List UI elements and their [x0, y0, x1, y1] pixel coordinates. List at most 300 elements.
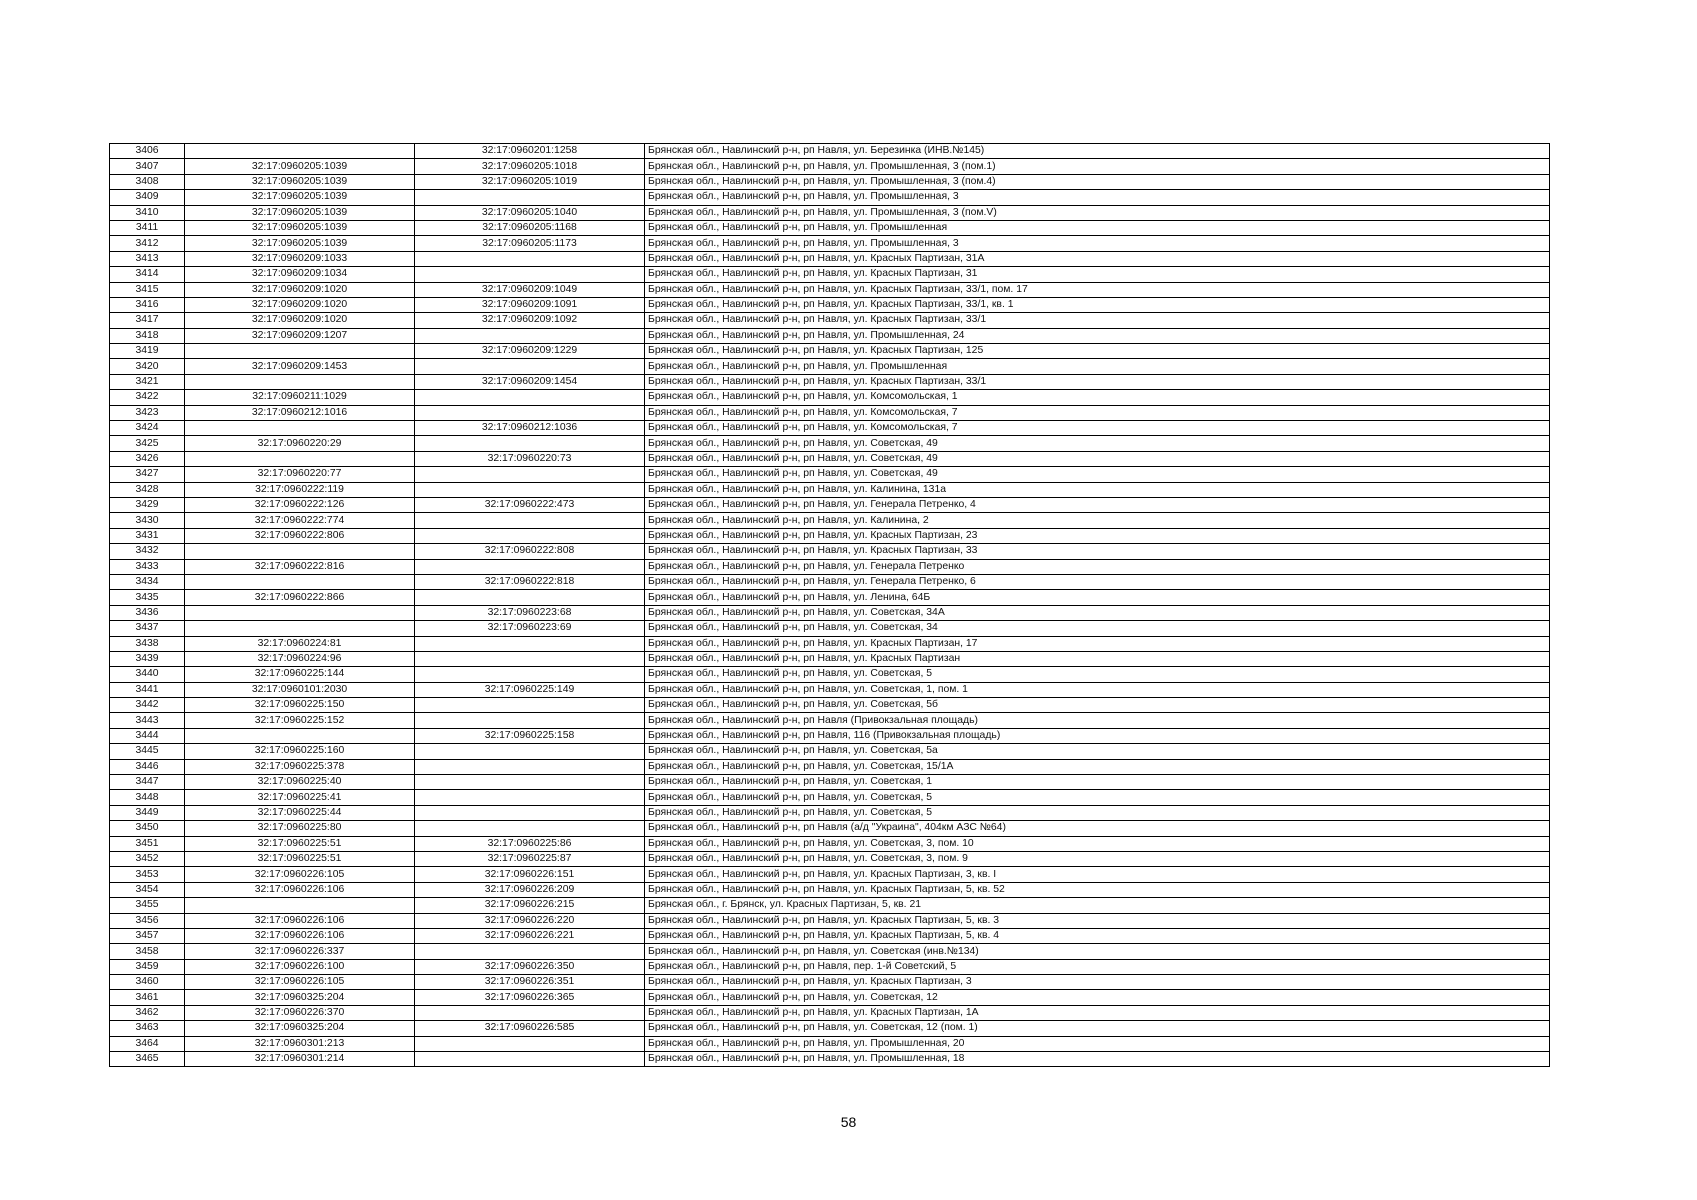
parent-cadastral-number-cell: 32:17:0960209:1034 — [185, 267, 415, 282]
table-row — [110, 297, 1550, 312]
parent-cadastral-number-cell: 32:17:0960226:370 — [185, 1005, 415, 1020]
address-cell: Брянская обл., Навлинский р-н, рп Навля, ул. Советская, 15/1А — [645, 759, 1550, 774]
parent-cadastral-number-cell: 32:17:0960222:119 — [185, 482, 415, 497]
address-cell: Брянская обл., Навлинский р-н, рп Навля, ул. Советская, 3, пом. 10 — [645, 836, 1550, 851]
address-cell: Брянская обл., Навлинский р-н, рп Навля, ул. Комсомольская, 1 — [645, 390, 1550, 405]
row-number-cell: 3449 — [110, 805, 185, 820]
parent-cadastral-number-cell: 32:17:0960220:77 — [185, 467, 415, 482]
row-number-cell: 3422 — [110, 390, 185, 405]
address-cell: Брянская обл., Навлинский р-н, рп Навля, ул. Красных Партизан — [645, 651, 1550, 666]
address-cell: Брянская обл., Навлинский р-н, рп Навля, ул. Советская, 49 — [645, 467, 1550, 482]
address-cell: Брянская обл., Навлинский р-н, рп Навля, ул. Красных Партизан, 17 — [645, 636, 1550, 651]
table-row — [110, 544, 1550, 559]
cadastral-number-cell: 32:17:0960223:69 — [415, 621, 645, 636]
address-cell: Брянская обл., Навлинский р-н, рп Навля, ул. Красных Партизан, 33/1 — [645, 313, 1550, 328]
parent-cadastral-number-cell — [185, 898, 415, 913]
cadastral-number-cell: 32:17:0960205:1168 — [415, 220, 645, 235]
table-row — [110, 836, 1550, 851]
row-number-cell: 3462 — [110, 1005, 185, 1020]
address-cell: Брянская обл., Навлинский р-н, рп Навля, ул. Красных Партизан, 5, кв. 3 — [645, 913, 1550, 928]
table-row — [110, 975, 1550, 990]
row-number-cell: 3432 — [110, 544, 185, 559]
row-number-cell: 3453 — [110, 867, 185, 882]
address-cell: Брянская обл., Навлинский р-н, рп Навля, ул. Красных Партизан, 33 — [645, 544, 1550, 559]
address-cell: Брянская обл., Навлинский р-н, рп Навля, ул. Советская, 12 — [645, 990, 1550, 1005]
cadastral-number-cell — [415, 713, 645, 728]
cadastral-number-cell — [415, 1005, 645, 1020]
cadastral-number-cell — [415, 528, 645, 543]
table-row — [110, 390, 1550, 405]
table-row — [110, 1005, 1550, 1020]
parent-cadastral-number-cell: 32:17:0960225:378 — [185, 759, 415, 774]
row-number-cell: 3443 — [110, 713, 185, 728]
address-cell: Брянская обл., Навлинский р-н, рп Навля, ул. Советская, 34 — [645, 621, 1550, 636]
cadastral-number-cell: 32:17:0960220:73 — [415, 451, 645, 466]
address-cell: Брянская обл., Навлинский р-н, рп Навля, ул. Красных Партизан, 31А — [645, 251, 1550, 266]
address-cell: Брянская обл., Навлинский р-н, рп Навля, ул. Генерала Петренко — [645, 559, 1550, 574]
row-number-cell: 3426 — [110, 451, 185, 466]
cadastral-number-cell: 32:17:0960225:149 — [415, 682, 645, 697]
address-cell: Брянская обл., Навлинский р-н, рп Навля, ул. Промышленная, 24 — [645, 328, 1550, 343]
table-row — [110, 1021, 1550, 1036]
row-number-cell: 3433 — [110, 559, 185, 574]
address-cell: Брянская обл., Навлинский р-н, рп Навля, ул. Советская, 12 (пом. 1) — [645, 1021, 1550, 1036]
parent-cadastral-number-cell: 32:17:0960209:1020 — [185, 282, 415, 297]
address-cell: Брянская обл., Навлинский р-н, рп Навля, ул. Промышленная, 3 — [645, 190, 1550, 205]
table-row — [110, 528, 1550, 543]
address-cell: Брянская обл., Навлинский р-н, рп Навля, ул. Советская, 5 — [645, 667, 1550, 682]
cadastral-number-cell: 32:17:0960226:209 — [415, 882, 645, 897]
row-number-cell: 3437 — [110, 621, 185, 636]
cadastral-number-cell — [415, 590, 645, 605]
address-cell: Брянская обл., Навлинский р-н, рп Навля, ул. Красных Партизан, 3, кв. I — [645, 867, 1550, 882]
cadastral-number-cell: 32:17:0960225:86 — [415, 836, 645, 851]
parent-cadastral-number-cell: 32:17:0960211:1029 — [185, 390, 415, 405]
table-row — [110, 682, 1550, 697]
table-row — [110, 190, 1550, 205]
table-row — [110, 867, 1550, 882]
address-cell: Брянская обл., Навлинский р-н, рп Навля, ул. Красных Партизан, 5, кв. 52 — [645, 882, 1550, 897]
row-number-cell: 3424 — [110, 421, 185, 436]
cadastral-number-cell: 32:17:0960205:1019 — [415, 174, 645, 189]
parent-cadastral-number-cell: 32:17:0960212:1016 — [185, 405, 415, 420]
address-cell: Брянская обл., Навлинский р-н, рп Навля, ул. Промышленная — [645, 359, 1550, 374]
row-number-cell: 3435 — [110, 590, 185, 605]
cadastral-number-cell — [415, 667, 645, 682]
cadastral-number-cell: 32:17:0960205:1040 — [415, 205, 645, 220]
address-cell: Брянская обл., Навлинский р-н, рп Навля, ул. Ленина, 64Б — [645, 590, 1550, 605]
parent-cadastral-number-cell: 32:17:0960226:337 — [185, 944, 415, 959]
row-number-cell: 3438 — [110, 636, 185, 651]
row-number-cell: 3416 — [110, 297, 185, 312]
table-row — [110, 605, 1550, 620]
table-row — [110, 913, 1550, 928]
cadastral-number-cell: 32:17:0960226:215 — [415, 898, 645, 913]
cadastral-number-cell: 32:17:0960222:473 — [415, 497, 645, 512]
cadastral-number-cell — [415, 467, 645, 482]
parent-cadastral-number-cell: 32:17:0960205:1039 — [185, 220, 415, 235]
address-cell: Брянская обл., Навлинский р-н, рп Навля, ул. Советская, 3, пом. 9 — [645, 851, 1550, 866]
table-row — [110, 159, 1550, 174]
row-number-cell: 3445 — [110, 744, 185, 759]
cadastral-number-cell — [415, 759, 645, 774]
table-row — [110, 344, 1550, 359]
parent-cadastral-number-cell: 32:17:0960226:106 — [185, 913, 415, 928]
cadastral-number-cell — [415, 482, 645, 497]
row-number-cell: 3419 — [110, 344, 185, 359]
parent-cadastral-number-cell — [185, 621, 415, 636]
row-number-cell: 3409 — [110, 190, 185, 205]
table-row — [110, 882, 1550, 897]
table-row — [110, 821, 1550, 836]
row-number-cell: 3465 — [110, 1052, 185, 1067]
address-cell: Брянская обл., Навлинский р-н, рп Навля, ул. Генерала Петренко, 6 — [645, 574, 1550, 589]
cadastral-number-cell: 32:17:0960209:1092 — [415, 313, 645, 328]
table-row — [110, 467, 1550, 482]
address-cell: Брянская обл., Навлинский р-н, рп Навля, ул. Советская, 1 — [645, 775, 1550, 790]
cadastral-number-cell: 32:17:0960205:1173 — [415, 236, 645, 251]
address-cell: Брянская обл., Навлинский р-н, рп Навля, ул. Советская, 5 — [645, 805, 1550, 820]
row-number-cell: 3421 — [110, 374, 185, 389]
address-cell: Брянская обл., Навлинский р-н, рп Навля, 116 (Привокзальная площадь) — [645, 728, 1550, 743]
table-row — [110, 944, 1550, 959]
parent-cadastral-number-cell: 32:17:0960225:144 — [185, 667, 415, 682]
row-number-cell: 3444 — [110, 728, 185, 743]
row-number-cell: 3406 — [110, 144, 185, 159]
row-number-cell: 3448 — [110, 790, 185, 805]
table-row — [110, 251, 1550, 266]
cadastral-number-cell: 32:17:0960223:68 — [415, 605, 645, 620]
table-body — [110, 144, 1550, 1067]
parent-cadastral-number-cell: 32:17:0960205:1039 — [185, 205, 415, 220]
address-cell: Брянская обл., Навлинский р-н, рп Навля, ул. Красных Партизан, 3 — [645, 975, 1550, 990]
page-number: 58 — [840, 1114, 857, 1130]
row-number-cell: 3434 — [110, 574, 185, 589]
table-row — [110, 282, 1550, 297]
address-cell: Брянская обл., Навлинский р-н, рп Навля, ул. Советская, 5 — [645, 790, 1550, 805]
table-row — [110, 959, 1550, 974]
cadastral-number-cell — [415, 698, 645, 713]
cadastral-number-cell: 32:17:0960226:221 — [415, 928, 645, 943]
row-number-cell: 3430 — [110, 513, 185, 528]
row-number-cell: 3458 — [110, 944, 185, 959]
row-number-cell: 3464 — [110, 1036, 185, 1051]
cadastral-number-cell: 32:17:0960209:1049 — [415, 282, 645, 297]
table-row — [110, 805, 1550, 820]
row-number-cell: 3440 — [110, 667, 185, 682]
row-number-cell: 3447 — [110, 775, 185, 790]
row-number-cell: 3412 — [110, 236, 185, 251]
address-cell: Брянская обл., Навлинский р-н, рп Навля, ул. Промышленная, 3 (пом.1) — [645, 159, 1550, 174]
table-row — [110, 405, 1550, 420]
parent-cadastral-number-cell: 32:17:0960209:1020 — [185, 313, 415, 328]
address-cell: Брянская обл., Навлинский р-н, рп Навля, ул. Красных Партизан, 5, кв. 4 — [645, 928, 1550, 943]
row-number-cell: 3429 — [110, 497, 185, 512]
table-row — [110, 497, 1550, 512]
cadastral-number-cell — [415, 790, 645, 805]
row-number-cell: 3450 — [110, 821, 185, 836]
address-cell: Брянская обл., Навлинский р-н, рп Навля (а/д "Украина", 404км АЗС №64) — [645, 821, 1550, 836]
table-row — [110, 559, 1550, 574]
address-cell: Брянская обл., Навлинский р-н, рп Навля, ул. Советская, 49 — [645, 451, 1550, 466]
address-cell: Брянская обл., Навлинский р-н, рп Навля, ул. Калинина, 131а — [645, 482, 1550, 497]
address-cell: Брянская обл., Навлинский р-н, рп Навля, ул. Промышленная, 3 — [645, 236, 1550, 251]
address-cell: Брянская обл., Навлинский р-н, рп Навля, ул. Красных Партизан, 23 — [645, 528, 1550, 543]
cadastral-number-cell: 32:17:0960201:1258 — [415, 144, 645, 159]
table-row — [110, 1036, 1550, 1051]
row-number-cell: 3425 — [110, 436, 185, 451]
table-row — [110, 790, 1550, 805]
cadastral-number-cell — [415, 267, 645, 282]
address-cell: Брянская обл., г. Брянск, ул. Красных Партизан, 5, кв. 21 — [645, 898, 1550, 913]
parent-cadastral-number-cell: 32:17:0960220:29 — [185, 436, 415, 451]
table-row — [110, 328, 1550, 343]
row-number-cell: 3463 — [110, 1021, 185, 1036]
row-number-cell: 3413 — [110, 251, 185, 266]
parent-cadastral-number-cell: 32:17:0960225:51 — [185, 836, 415, 851]
parent-cadastral-number-cell: 32:17:0960301:214 — [185, 1052, 415, 1067]
row-number-cell: 3428 — [110, 482, 185, 497]
table-row — [110, 205, 1550, 220]
row-number-cell: 3410 — [110, 205, 185, 220]
row-number-cell: 3461 — [110, 990, 185, 1005]
address-cell: Брянская обл., Навлинский р-н, рп Навля, пер. 1-й Советский, 5 — [645, 959, 1550, 974]
cadastral-number-cell — [415, 513, 645, 528]
row-number-cell: 3452 — [110, 851, 185, 866]
table-row — [110, 590, 1550, 605]
table-row — [110, 436, 1550, 451]
row-number-cell: 3454 — [110, 882, 185, 897]
address-cell: Брянская обл., Навлинский р-н, рп Навля, ул. Промышленная, 3 (пом.4) — [645, 174, 1550, 189]
address-cell: Брянская обл., Навлинский р-н, рп Навля, ул. Красных Партизан, 33/1, кв. 1 — [645, 297, 1550, 312]
row-number-cell: 3408 — [110, 174, 185, 189]
cadastral-number-cell: 32:17:0960226:350 — [415, 959, 645, 974]
parent-cadastral-number-cell — [185, 344, 415, 359]
cadastral-number-cell — [415, 405, 645, 420]
cadastral-number-cell: 32:17:0960205:1018 — [415, 159, 645, 174]
property-registry-table — [109, 143, 1550, 1067]
parent-cadastral-number-cell: 32:17:0960224:96 — [185, 651, 415, 666]
row-number-cell: 3407 — [110, 159, 185, 174]
row-number-cell: 3451 — [110, 836, 185, 851]
cadastral-number-cell: 32:17:0960225:87 — [415, 851, 645, 866]
parent-cadastral-number-cell: 32:17:0960205:1039 — [185, 190, 415, 205]
table-row — [110, 775, 1550, 790]
parent-cadastral-number-cell: 32:17:0960226:106 — [185, 928, 415, 943]
parent-cadastral-number-cell: 32:17:0960225:41 — [185, 790, 415, 805]
parent-cadastral-number-cell: 32:17:0960225:150 — [185, 698, 415, 713]
parent-cadastral-number-cell: 32:17:0960226:105 — [185, 975, 415, 990]
row-number-cell: 3460 — [110, 975, 185, 990]
table-row — [110, 728, 1550, 743]
cadastral-number-cell — [415, 190, 645, 205]
cadastral-number-cell: 32:17:0960226:220 — [415, 913, 645, 928]
address-cell: Брянская обл., Навлинский р-н, рп Навля, ул. Советская, 49 — [645, 436, 1550, 451]
table-row — [110, 236, 1550, 251]
cadastral-number-cell: 32:17:0960226:365 — [415, 990, 645, 1005]
parent-cadastral-number-cell: 32:17:0960226:105 — [185, 867, 415, 882]
table-row — [110, 220, 1550, 235]
address-cell: Брянская обл., Навлинский р-н, рп Навля, ул. Красных Партизан, 33/1, пом. 17 — [645, 282, 1550, 297]
table-row — [110, 313, 1550, 328]
parent-cadastral-number-cell: 32:17:0960222:866 — [185, 590, 415, 605]
table-row — [110, 898, 1550, 913]
address-cell: Брянская обл., Навлинский р-н, рп Навля, ул. Красных Партизан, 1А — [645, 1005, 1550, 1020]
address-cell: Брянская обл., Навлинский р-н, рп Навля, ул. Советская (инв.№134) — [645, 944, 1550, 959]
table-row — [110, 667, 1550, 682]
address-cell: Брянская обл., Навлинский р-н, рп Навля, ул. Красных Партизан, 33/1 — [645, 374, 1550, 389]
parent-cadastral-number-cell — [185, 144, 415, 159]
cadastral-number-cell — [415, 359, 645, 374]
table-row — [110, 651, 1550, 666]
parent-cadastral-number-cell: 32:17:0960205:1039 — [185, 236, 415, 251]
row-number-cell: 3431 — [110, 528, 185, 543]
address-cell: Брянская обл., Навлинский р-н, рп Навля, ул. Советская, 5б — [645, 698, 1550, 713]
parent-cadastral-number-cell: 32:17:0960222:774 — [185, 513, 415, 528]
parent-cadastral-number-cell: 32:17:0960205:1039 — [185, 174, 415, 189]
parent-cadastral-number-cell: 32:17:0960225:44 — [185, 805, 415, 820]
cadastral-number-cell: 32:17:0960225:158 — [415, 728, 645, 743]
table-row — [110, 451, 1550, 466]
parent-cadastral-number-cell: 32:17:0960205:1039 — [185, 159, 415, 174]
parent-cadastral-number-cell: 32:17:0960325:204 — [185, 1021, 415, 1036]
cadastral-number-cell — [415, 328, 645, 343]
parent-cadastral-number-cell: 32:17:0960225:51 — [185, 851, 415, 866]
address-cell: Брянская обл., Навлинский р-н, рп Навля, ул. Красных Партизан, 31 — [645, 267, 1550, 282]
parent-cadastral-number-cell: 32:17:0960222:816 — [185, 559, 415, 574]
row-number-cell: 3459 — [110, 959, 185, 974]
cadastral-number-cell: 32:17:0960226:351 — [415, 975, 645, 990]
parent-cadastral-number-cell — [185, 574, 415, 589]
row-number-cell: 3455 — [110, 898, 185, 913]
row-number-cell: 3446 — [110, 759, 185, 774]
cadastral-number-cell — [415, 775, 645, 790]
parent-cadastral-number-cell — [185, 544, 415, 559]
parent-cadastral-number-cell: 32:17:0960222:806 — [185, 528, 415, 543]
address-cell: Брянская обл., Навлинский р-н, рп Навля, ул. Березинка (ИНВ.№145) — [645, 144, 1550, 159]
parent-cadastral-number-cell — [185, 605, 415, 620]
table-row — [110, 1052, 1550, 1067]
address-cell: Брянская обл., Навлинский р-н, рп Навля, ул. Промышленная, 20 — [645, 1036, 1550, 1051]
row-number-cell: 3427 — [110, 467, 185, 482]
address-cell: Брянская обл., Навлинский р-н, рп Навля, ул. Советская, 1, пом. 1 — [645, 682, 1550, 697]
row-number-cell: 3441 — [110, 682, 185, 697]
row-number-cell: 3417 — [110, 313, 185, 328]
parent-cadastral-number-cell — [185, 374, 415, 389]
row-number-cell: 3418 — [110, 328, 185, 343]
parent-cadastral-number-cell — [185, 451, 415, 466]
cadastral-number-cell: 32:17:0960226:585 — [415, 1021, 645, 1036]
cadastral-number-cell — [415, 1036, 645, 1051]
table-row — [110, 698, 1550, 713]
parent-cadastral-number-cell: 32:17:0960224:81 — [185, 636, 415, 651]
row-number-cell: 3415 — [110, 282, 185, 297]
cadastral-number-cell — [415, 251, 645, 266]
cadastral-number-cell: 32:17:0960212:1036 — [415, 421, 645, 436]
parent-cadastral-number-cell: 32:17:0960301:213 — [185, 1036, 415, 1051]
parent-cadastral-number-cell: 32:17:0960226:100 — [185, 959, 415, 974]
address-cell: Брянская обл., Навлинский р-н, рп Навля (Привокзальная площадь) — [645, 713, 1550, 728]
cadastral-number-cell — [415, 390, 645, 405]
table-row — [110, 759, 1550, 774]
address-cell: Брянская обл., Навлинский р-н, рп Навля, ул. Промышленная — [645, 220, 1550, 235]
row-number-cell: 3423 — [110, 405, 185, 420]
table-row — [110, 574, 1550, 589]
cadastral-number-cell: 32:17:0960222:808 — [415, 544, 645, 559]
address-cell: Брянская обл., Навлинский р-н, рп Навля, ул. Комсомольская, 7 — [645, 405, 1550, 420]
parent-cadastral-number-cell: 32:17:0960209:1207 — [185, 328, 415, 343]
cadastral-number-cell — [415, 744, 645, 759]
cadastral-number-cell: 32:17:0960209:1454 — [415, 374, 645, 389]
table-row — [110, 359, 1550, 374]
parent-cadastral-number-cell: 32:17:0960225:80 — [185, 821, 415, 836]
table-row — [110, 482, 1550, 497]
row-number-cell: 3414 — [110, 267, 185, 282]
parent-cadastral-number-cell: 32:17:0960325:204 — [185, 990, 415, 1005]
parent-cadastral-number-cell: 32:17:0960226:106 — [185, 882, 415, 897]
address-cell: Брянская обл., Навлинский р-н, рп Навля, ул. Красных Партизан, 125 — [645, 344, 1550, 359]
cadastral-number-cell — [415, 821, 645, 836]
row-number-cell: 3436 — [110, 605, 185, 620]
address-cell: Брянская обл., Навлинский р-н, рп Навля, ул. Генерала Петренко, 4 — [645, 497, 1550, 512]
parent-cadastral-number-cell: 32:17:0960222:126 — [185, 497, 415, 512]
cadastral-number-cell — [415, 651, 645, 666]
row-number-cell: 3439 — [110, 651, 185, 666]
table-row — [110, 636, 1550, 651]
address-cell: Брянская обл., Навлинский р-н, рп Навля, ул. Советская, 34А — [645, 605, 1550, 620]
table-row — [110, 990, 1550, 1005]
address-cell: Брянская обл., Навлинский р-н, рп Навля, ул. Советская, 5а — [645, 744, 1550, 759]
table-row — [110, 621, 1550, 636]
table-row — [110, 928, 1550, 943]
row-number-cell: 3420 — [110, 359, 185, 374]
cadastral-number-cell — [415, 805, 645, 820]
cadastral-number-cell: 32:17:0960209:1091 — [415, 297, 645, 312]
row-number-cell: 3411 — [110, 220, 185, 235]
cadastral-number-cell — [415, 944, 645, 959]
parent-cadastral-number-cell: 32:17:0960225:40 — [185, 775, 415, 790]
table-row — [110, 713, 1550, 728]
parent-cadastral-number-cell — [185, 728, 415, 743]
table-row — [110, 174, 1550, 189]
parent-cadastral-number-cell: 32:17:0960209:1033 — [185, 251, 415, 266]
cadastral-number-cell: 32:17:0960209:1229 — [415, 344, 645, 359]
row-number-cell: 3457 — [110, 928, 185, 943]
cadastral-number-cell: 32:17:0960222:818 — [415, 574, 645, 589]
table-row — [110, 744, 1550, 759]
address-cell: Брянская обл., Навлинский р-н, рп Навля, ул. Промышленная, 18 — [645, 1052, 1550, 1067]
cadastral-number-cell — [415, 1052, 645, 1067]
parent-cadastral-number-cell: 32:17:0960209:1020 — [185, 297, 415, 312]
parent-cadastral-number-cell: 32:17:0960209:1453 — [185, 359, 415, 374]
table-row — [110, 421, 1550, 436]
row-number-cell: 3442 — [110, 698, 185, 713]
parent-cadastral-number-cell — [185, 421, 415, 436]
cadastral-number-cell: 32:17:0960226:151 — [415, 867, 645, 882]
cadastral-number-cell — [415, 636, 645, 651]
table-row — [110, 513, 1550, 528]
parent-cadastral-number-cell: 32:17:0960101:2030 — [185, 682, 415, 697]
cadastral-number-cell — [415, 559, 645, 574]
address-cell: Брянская обл., Навлинский р-н, рп Навля, ул. Калинина, 2 — [645, 513, 1550, 528]
parent-cadastral-number-cell: 32:17:0960225:160 — [185, 744, 415, 759]
address-cell: Брянская обл., Навлинский р-н, рп Навля, ул. Комсомольская, 7 — [645, 421, 1550, 436]
row-number-cell: 3456 — [110, 913, 185, 928]
table-row — [110, 851, 1550, 866]
table-row — [110, 374, 1550, 389]
table-row — [110, 267, 1550, 282]
cadastral-number-cell — [415, 436, 645, 451]
